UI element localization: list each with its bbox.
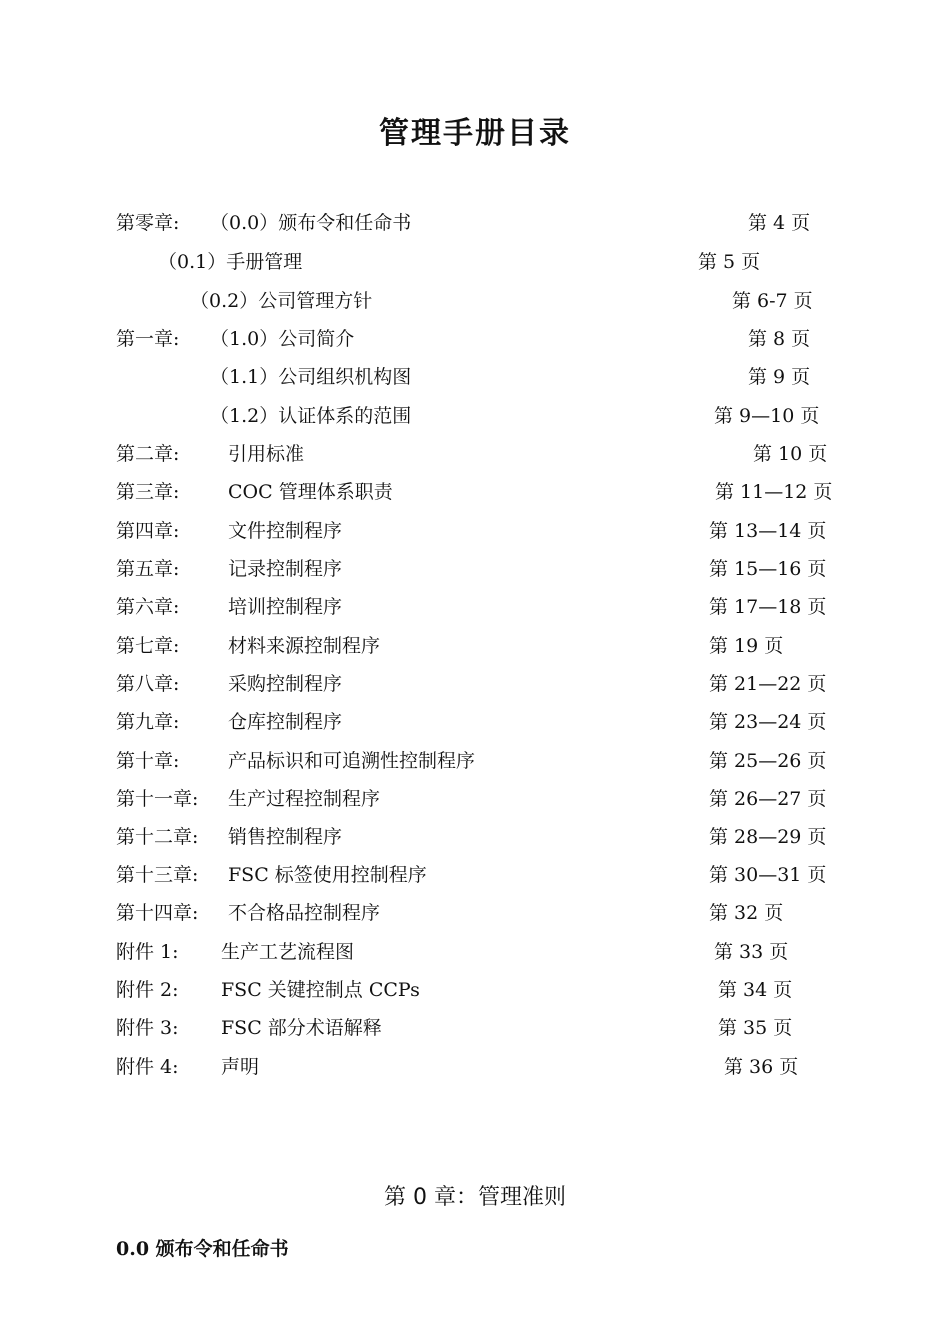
toc-page-ref: 第 25—26 页: [709, 750, 827, 772]
toc-chapter-label: 第十二章:: [116, 826, 199, 848]
toc-row: [0, 822, 950, 852]
toc-row: [0, 937, 950, 967]
toc-row: [0, 477, 950, 507]
toc-page-ref: 第 32 页: [709, 902, 784, 924]
toc-entry-title: （1.1）公司组织机构图: [210, 366, 412, 388]
toc-page-ref: 第 8 页: [748, 328, 811, 350]
toc-chapter-label: 附件 1:: [116, 941, 179, 963]
toc-page-ref: 第 33 页: [714, 941, 789, 963]
toc-page-ref: 第 13—14 页: [709, 520, 827, 542]
toc-chapter-label: 第十三章:: [116, 864, 199, 886]
toc-chapter-label: 第零章:: [116, 212, 180, 234]
toc-page-ref: 第 26—27 页: [709, 788, 827, 810]
toc-row: [0, 362, 950, 392]
toc-page-ref: 第 9 页: [748, 366, 811, 388]
toc-chapter-label: 第三章:: [116, 481, 180, 503]
toc-row: [0, 1052, 950, 1082]
toc-row: [0, 439, 950, 469]
toc-row: [0, 1013, 950, 1043]
toc-row: [0, 324, 950, 354]
toc-row: [0, 286, 950, 316]
toc-entry-title: FSC 标签使用控制程序: [228, 864, 427, 886]
toc-row: [0, 784, 950, 814]
toc-entry-title: （0.1）手册管理: [158, 251, 303, 273]
toc-chapter-label: 第四章:: [116, 520, 180, 542]
toc-page-ref: 第 23—24 页: [709, 711, 827, 733]
toc-row: [0, 860, 950, 890]
toc-page-ref: 第 10 页: [753, 443, 828, 465]
toc-entry-title: 产品标识和可追溯性控制程序: [228, 750, 476, 772]
toc-row: [0, 669, 950, 699]
toc-page-ref: 第 11—12 页: [715, 481, 833, 503]
toc-chapter-label: 第六章:: [116, 596, 180, 618]
toc-entry-title: 销售控制程序: [228, 826, 343, 848]
toc-chapter-label: 第八章:: [116, 673, 180, 695]
toc-page-ref: 第 6-7 页: [732, 290, 813, 312]
toc-page-ref: 第 15—16 页: [709, 558, 827, 580]
toc-chapter-label: 附件 4:: [116, 1056, 179, 1078]
toc-entry-title: 生产工艺流程图: [221, 941, 355, 963]
toc-entry-title: （0.0）颁布令和任命书: [210, 212, 412, 234]
toc-row: [0, 707, 950, 737]
toc-row: [0, 631, 950, 661]
toc-entry-title: 采购控制程序: [228, 673, 343, 695]
toc-chapter-label: 第二章:: [116, 443, 180, 465]
toc-entry-title: COC 管理体系职责: [228, 481, 393, 503]
toc-entry-title: （0.2）公司管理方针: [190, 290, 373, 312]
toc-row: [0, 898, 950, 928]
toc-page-ref: 第 36 页: [724, 1056, 799, 1078]
toc-page-ref: 第 19 页: [709, 635, 784, 657]
document-title: 管理手册目录: [379, 116, 571, 151]
toc-page-ref: 第 35 页: [718, 1017, 793, 1039]
toc-entry-title: FSC 部分术语解释: [221, 1017, 382, 1039]
toc-entry-title: 生产过程控制程序: [228, 788, 381, 810]
toc-entry-title: 引用标准: [228, 443, 305, 465]
toc-chapter-label: 第九章:: [116, 711, 180, 733]
toc-entry-title: （1.2）认证体系的范围: [210, 405, 412, 427]
toc-entry-title: 材料来源控制程序: [228, 635, 381, 657]
toc-row: [0, 208, 950, 238]
toc-row: [0, 975, 950, 1005]
toc-chapter-label: 第一章:: [116, 328, 180, 350]
toc-entry-title: （1.0）公司简介: [210, 328, 355, 350]
toc-entry-title: 培训控制程序: [228, 596, 343, 618]
toc-chapter-label: 第十章:: [116, 750, 180, 772]
toc-entry-title: 声明: [221, 1056, 260, 1078]
toc-page-ref: 第 30—31 页: [709, 864, 827, 886]
toc-row: [0, 401, 950, 431]
toc-entry-title: 不合格品控制程序: [228, 902, 381, 924]
toc-entry-title: 文件控制程序: [228, 520, 343, 542]
toc-row: [0, 554, 950, 584]
toc-page-ref: 第 17—18 页: [709, 596, 827, 618]
toc-page-ref: 第 4 页: [748, 212, 811, 234]
toc-row: [0, 746, 950, 776]
section-heading: 0.0 颁布令和任命书: [116, 1238, 289, 1260]
toc-chapter-label: 第十四章:: [116, 902, 199, 924]
toc-chapter-label: 附件 2:: [116, 979, 179, 1001]
toc-chapter-label: 第七章:: [116, 635, 180, 657]
toc-entry-title: 仓库控制程序: [228, 711, 343, 733]
toc-chapter-label: 第十一章:: [116, 788, 199, 810]
toc-row: [0, 592, 950, 622]
toc-page-ref: 第 34 页: [718, 979, 793, 1001]
chapter-heading: 第 0 章：管理准则: [384, 1185, 566, 1210]
toc-page-ref: 第 9—10 页: [714, 405, 820, 427]
toc-entry-title: 记录控制程序: [228, 558, 343, 580]
toc-page-ref: 第 21—22 页: [709, 673, 827, 695]
toc-chapter-label: 附件 3:: [116, 1017, 179, 1039]
toc-chapter-label: 第五章:: [116, 558, 180, 580]
toc-row: [0, 516, 950, 546]
toc-page-ref: 第 28—29 页: [709, 826, 827, 848]
toc-entry-title: FSC 关键控制点 CCPs: [221, 979, 420, 1001]
toc-row: [0, 247, 950, 277]
toc-page-ref: 第 5 页: [698, 251, 761, 273]
